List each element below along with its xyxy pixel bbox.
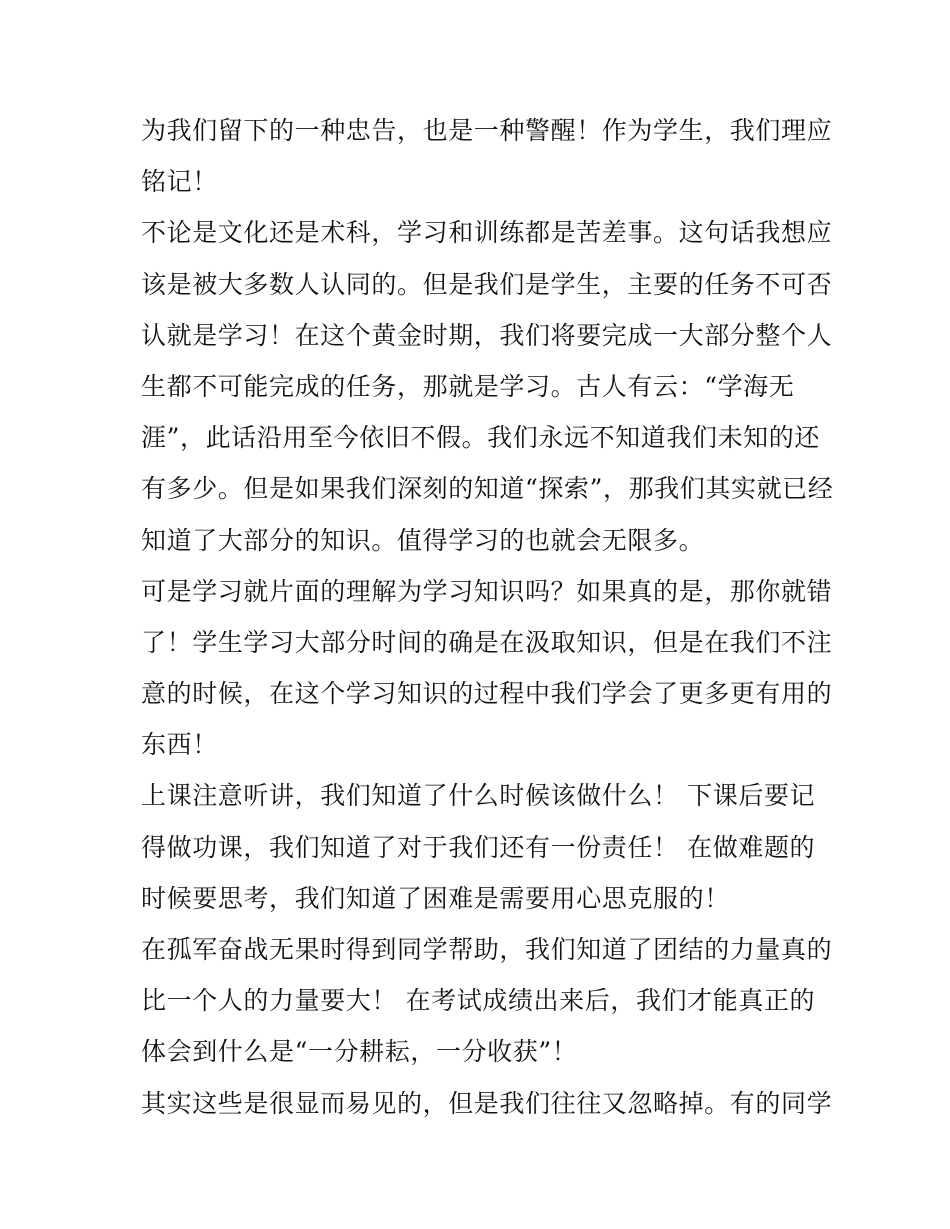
text-line: 可是学习就片面的理解为学习知识吗？如果真的是，那你就错 — [141, 576, 833, 606]
text-line: 东西！ — [141, 730, 218, 760]
text-line: 比一个人的力量要大！ 在考试成绩出来后，我们才能真正的 — [141, 986, 816, 1016]
text-line: 涯”，此话沿用至今依旧不假。我们永远不知道我们未知的还 — [141, 423, 820, 453]
text-line: 体会到什么是“一分耕耘，一分收获”！ — [141, 1037, 578, 1067]
text-line: 该是被大多数人认同的。但是我们是学生，主要的任务不可否 — [141, 269, 833, 299]
text-line: 认就是学习！在这个黄金时期，我们将要完成一大部分整个人 — [141, 320, 833, 350]
text-line: 了！学生学习大部分时间的确是在汲取知识，但是在我们不注 — [141, 627, 833, 657]
text-line: 意的时候，在这个学习知识的过程中我们学会了更多更有用的 — [141, 679, 833, 709]
text-line: 铭记！ — [141, 167, 218, 197]
text-line: 时候要思考，我们知道了困难是需要用心思克服的！ — [141, 883, 730, 913]
text-line: 生都不可能完成的任务，那就是学习。古人有云：“学海无 — [141, 371, 795, 401]
text-line: 为我们留下的一种忠告，也是一种警醒！作为学生，我们理应 — [141, 116, 833, 145]
text-line: 得做功课，我们知道了对于我们还有一份责任！ 在做难题的 — [141, 832, 816, 862]
text-line: 不论是文化还是术科，学习和训练都是苦差事。这句话我想应 — [141, 218, 833, 248]
text-line: 其实这些是很显而易见的，但是我们往往又忽略掉。有的同学 — [141, 1088, 833, 1118]
text-line: 知道了大部分的知识。值得学习的也就会无限多。 — [141, 525, 705, 555]
body-text — [141, 105, 834, 1129]
text-line: 上课注意听讲，我们知道了什么时候该做什么！ 下课后要记 — [141, 781, 816, 811]
text-line: 在孤军奋战无果时得到同学帮助，我们知道了团结的力量真的 — [141, 935, 833, 964]
text-line: 有多少。但是如果我们深刻的知道“探索”，那我们其实就已经 — [141, 474, 834, 504]
